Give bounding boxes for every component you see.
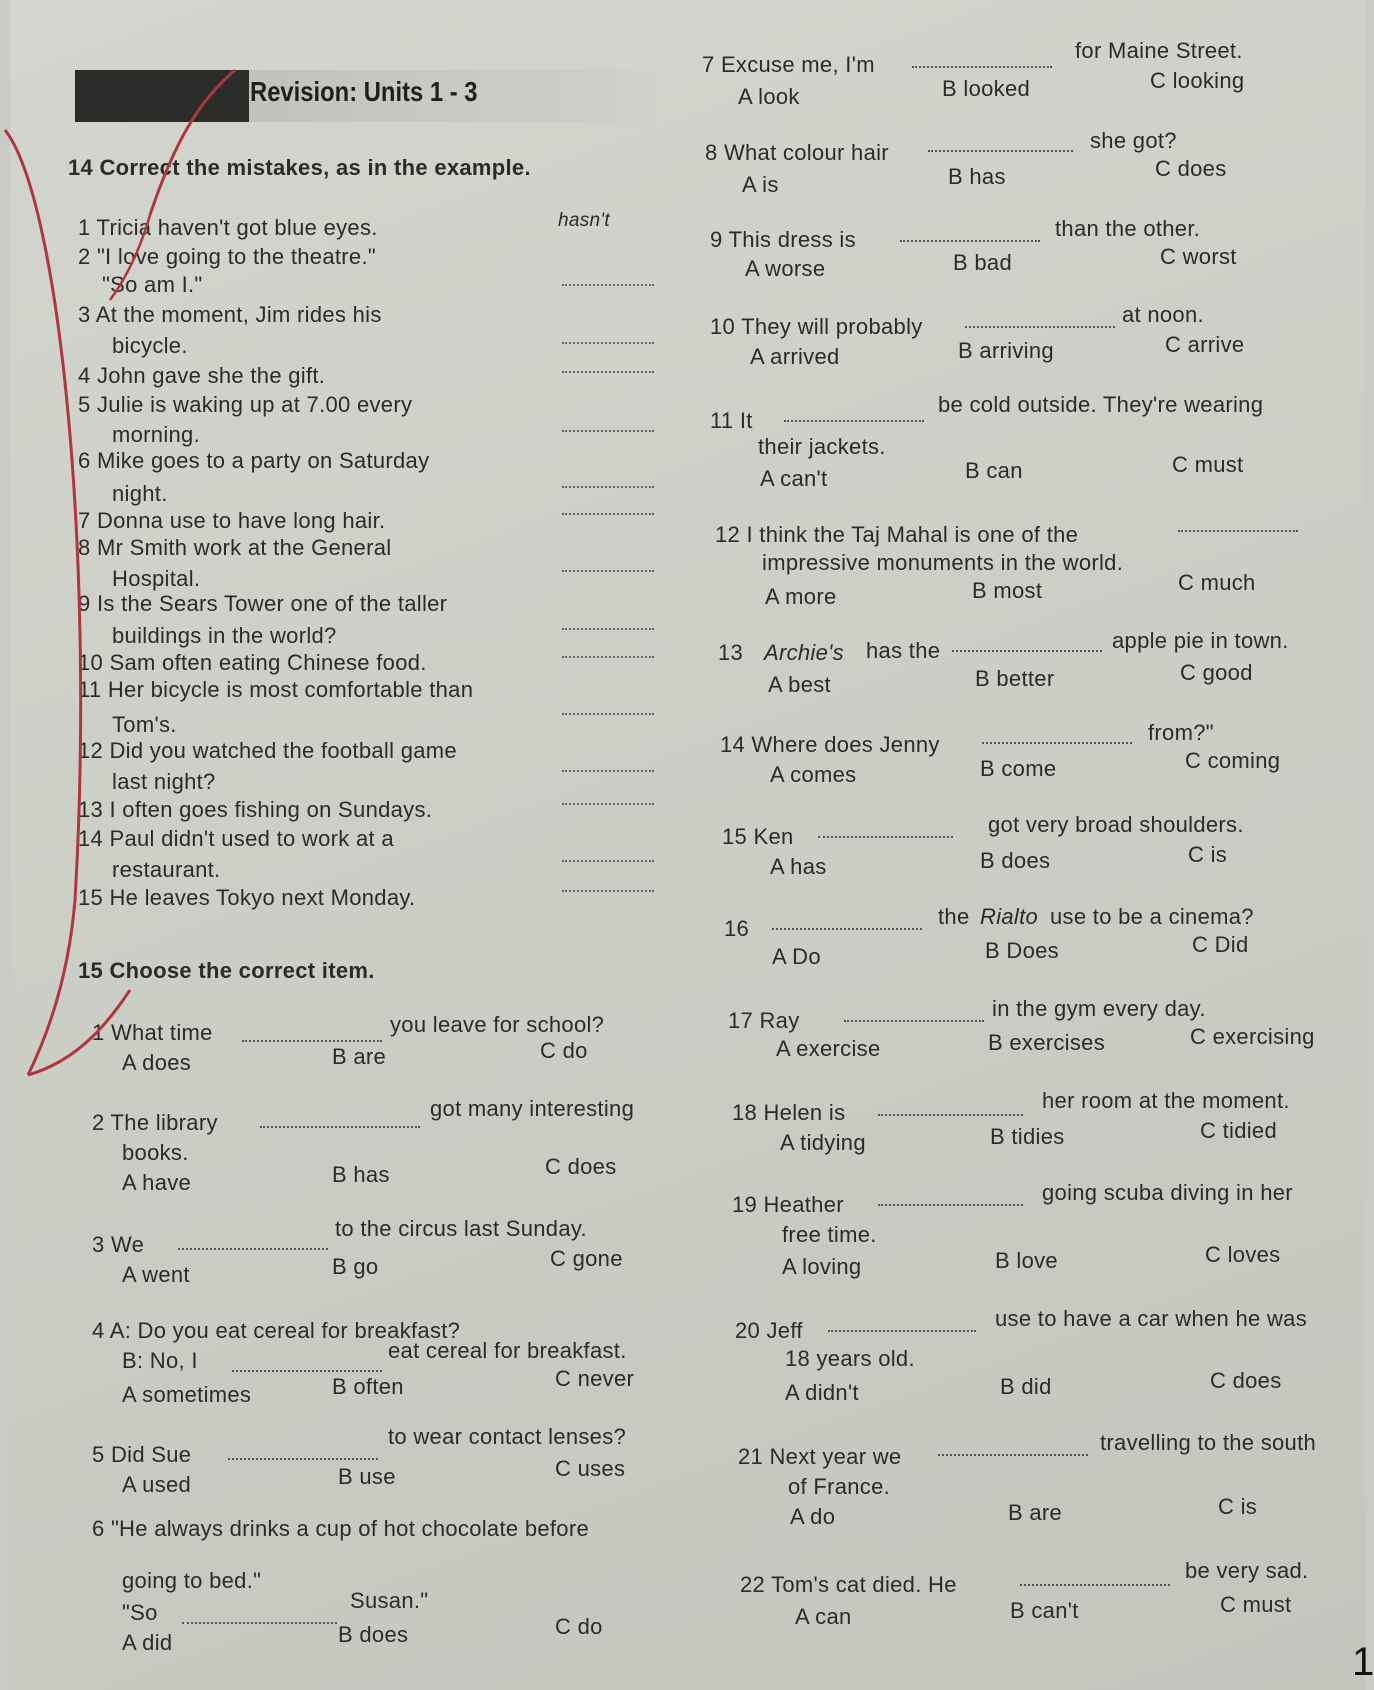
question-text: 5 Did Sue bbox=[92, 1442, 192, 1467]
answer-blank[interactable] bbox=[818, 822, 953, 838]
question-text: from?" bbox=[1148, 720, 1214, 745]
option-c[interactable]: C do bbox=[555, 1614, 603, 1639]
option-c[interactable]: C does bbox=[545, 1154, 617, 1179]
answer-blank[interactable] bbox=[965, 312, 1115, 328]
question-text: for Maine Street. bbox=[1075, 38, 1243, 63]
option-a[interactable]: A didn't bbox=[785, 1380, 859, 1405]
answer-blank[interactable] bbox=[1178, 516, 1298, 532]
option-a[interactable]: A Do bbox=[772, 944, 821, 969]
question-text: to wear contact lenses? bbox=[388, 1424, 627, 1449]
option-b[interactable]: B exercises bbox=[988, 1030, 1106, 1055]
option-a[interactable]: A do bbox=[790, 1504, 836, 1529]
ex14-line: 6 Mike goes to a party on Saturday bbox=[78, 448, 430, 473]
option-a[interactable]: A tidying bbox=[780, 1130, 866, 1155]
ex14-line: 7 Donna use to have long hair. bbox=[78, 508, 386, 533]
answer-blank[interactable] bbox=[562, 342, 654, 344]
question-text: of France. bbox=[788, 1474, 891, 1499]
question-text: 8 What colour hair bbox=[705, 140, 889, 165]
question-text: free time. bbox=[782, 1222, 877, 1247]
worksheet-page bbox=[10, 0, 1374, 1690]
option-a[interactable]: A loving bbox=[782, 1254, 862, 1279]
ex14-line: 10 Sam often eating Chinese food. bbox=[78, 650, 427, 675]
option-a[interactable]: A best bbox=[768, 672, 831, 697]
option-c[interactable]: C arrive bbox=[1165, 332, 1245, 357]
question-text: you leave for school? bbox=[390, 1012, 605, 1037]
answer-blank[interactable] bbox=[228, 1444, 378, 1460]
option-c[interactable]: C much bbox=[1178, 570, 1256, 595]
answer-blank[interactable] bbox=[260, 1112, 420, 1128]
option-c[interactable]: C gone bbox=[550, 1246, 623, 1271]
answer-blank[interactable] bbox=[562, 570, 654, 572]
question-text: 16 bbox=[724, 916, 750, 941]
ex14-line: 9 Is the Sears Tower one of the taller bbox=[78, 591, 448, 616]
question-text: in the gym every day. bbox=[992, 996, 1206, 1021]
question-text: use to be a cinema? bbox=[1050, 904, 1254, 929]
option-b[interactable]: B come bbox=[980, 756, 1057, 781]
ex14-line: Hospital. bbox=[112, 566, 201, 591]
option-a[interactable]: A sometimes bbox=[122, 1382, 252, 1407]
option-b[interactable]: B did bbox=[1000, 1374, 1052, 1399]
ex14-line: night. bbox=[112, 481, 168, 506]
question-text: got many interesting bbox=[430, 1096, 635, 1121]
question-text: 18 years old. bbox=[785, 1346, 915, 1371]
ex14-line: restaurant. bbox=[112, 857, 221, 882]
option-c[interactable]: C do bbox=[540, 1038, 588, 1063]
ex14-line: 1 Tricia haven't got blue eyes. bbox=[78, 215, 378, 240]
question-text: be very sad. bbox=[1185, 1558, 1309, 1583]
question-text: 18 Helen is bbox=[732, 1100, 846, 1125]
question-text: at noon. bbox=[1122, 302, 1204, 327]
question-text: 3 We bbox=[92, 1232, 145, 1257]
option-c[interactable]: C exercising bbox=[1190, 1024, 1315, 1049]
answer-blank[interactable] bbox=[562, 770, 654, 772]
option-c[interactable]: C does bbox=[1155, 156, 1227, 181]
option-b[interactable]: B has bbox=[948, 164, 1006, 189]
answer-blank[interactable] bbox=[878, 1100, 1023, 1116]
option-b[interactable]: B go bbox=[332, 1254, 379, 1279]
question-text: has the bbox=[866, 638, 941, 663]
option-b[interactable]: B often bbox=[332, 1374, 404, 1399]
question-text: 1 What time bbox=[92, 1020, 213, 1045]
answer-blank[interactable] bbox=[784, 406, 924, 422]
question-text: than the other. bbox=[1055, 216, 1201, 241]
question-text: "So bbox=[122, 1600, 158, 1625]
answer-blank[interactable] bbox=[232, 1356, 382, 1372]
answer-blank[interactable] bbox=[982, 728, 1132, 744]
answer-blank[interactable] bbox=[178, 1234, 328, 1250]
ex14-line: 13 I often goes fishing on Sundays. bbox=[78, 797, 433, 822]
answer-blank[interactable] bbox=[938, 1440, 1088, 1456]
answer-blank[interactable] bbox=[928, 136, 1073, 152]
option-b[interactable]: B better bbox=[975, 666, 1055, 691]
option-b[interactable]: B are bbox=[332, 1044, 387, 1069]
option-c[interactable]: C uses bbox=[555, 1456, 626, 1481]
option-a[interactable]: A has bbox=[770, 854, 827, 879]
answer-blank[interactable] bbox=[562, 513, 654, 515]
option-b[interactable]: B bad bbox=[953, 250, 1012, 275]
answer-blank[interactable] bbox=[562, 860, 654, 862]
question-text: the bbox=[938, 904, 970, 929]
option-a[interactable]: A worse bbox=[745, 256, 826, 281]
question-text: going to bed." bbox=[122, 1568, 262, 1593]
option-b[interactable]: B can bbox=[965, 458, 1023, 483]
option-b[interactable]: B most bbox=[972, 578, 1043, 603]
question-text: 11 It bbox=[710, 408, 753, 433]
page-title: Revision: Units 1 - 3 bbox=[250, 76, 478, 107]
option-c[interactable]: C must bbox=[1220, 1592, 1292, 1617]
answer-blank[interactable] bbox=[562, 803, 654, 805]
question-text: 17 Ray bbox=[728, 1008, 800, 1033]
question-text: eat cereal for breakfast. bbox=[388, 1338, 627, 1363]
ex14-line: 8 Mr Smith work at the General bbox=[78, 535, 392, 560]
question-text: 20 Jeff bbox=[735, 1318, 803, 1343]
option-a[interactable]: A have bbox=[122, 1170, 192, 1195]
option-b[interactable]: B use bbox=[338, 1464, 396, 1489]
ex14-line: 12 Did you watched the football game bbox=[78, 738, 457, 763]
question-text: 15 Ken bbox=[722, 824, 794, 849]
question-text: 6 "He always drinks a cup of hot chocolate before bbox=[92, 1516, 590, 1541]
page-number: 1 bbox=[1352, 1640, 1374, 1684]
answer-blank[interactable] bbox=[562, 284, 654, 286]
ex14-line: 2 "I love going to the theatre." bbox=[78, 244, 376, 269]
ex14-line: 14 Paul didn't used to work at a bbox=[78, 826, 394, 851]
question-text: apple pie in town. bbox=[1112, 628, 1289, 653]
option-c[interactable]: C is bbox=[1188, 842, 1228, 867]
question-text: travelling to the south bbox=[1100, 1430, 1317, 1455]
option-b[interactable]: B arriving bbox=[958, 338, 1054, 363]
option-c[interactable]: C loves bbox=[1205, 1242, 1281, 1267]
option-b[interactable]: B does bbox=[980, 848, 1051, 873]
option-a[interactable]: A exercise bbox=[776, 1036, 881, 1061]
option-c[interactable]: C looking bbox=[1150, 68, 1245, 93]
question-text: use to have a car when he was bbox=[995, 1306, 1307, 1331]
option-a[interactable]: A look bbox=[738, 84, 800, 109]
option-b[interactable]: B has bbox=[332, 1162, 390, 1187]
question-text: got very broad shoulders. bbox=[988, 812, 1244, 837]
option-b[interactable]: B Does bbox=[985, 938, 1059, 963]
option-c[interactable]: C worst bbox=[1160, 244, 1237, 269]
option-a[interactable]: A can't bbox=[760, 466, 828, 491]
option-c[interactable]: C Did bbox=[1192, 932, 1249, 957]
option-a[interactable]: A did bbox=[122, 1630, 173, 1655]
ex14-line: 4 John gave she the gift. bbox=[78, 363, 326, 388]
option-a[interactable]: A more bbox=[765, 584, 837, 609]
answer-blank[interactable] bbox=[844, 1006, 984, 1022]
question-text: be cold outside. They're wearing bbox=[938, 392, 1264, 417]
ex14-line: Tom's. bbox=[112, 712, 177, 737]
question-text: 13 bbox=[718, 640, 744, 665]
option-c[interactable]: C tidied bbox=[1200, 1118, 1277, 1143]
ex14-example-answer: hasn't bbox=[558, 210, 610, 231]
question-text: 22 Tom's cat died. He bbox=[740, 1572, 957, 1597]
question-text: B: No, I bbox=[122, 1348, 198, 1373]
question-text: her room at the moment. bbox=[1042, 1088, 1290, 1113]
option-b[interactable]: B looked bbox=[942, 76, 1031, 101]
option-c[interactable]: C coming bbox=[1185, 748, 1281, 773]
answer-blank[interactable] bbox=[562, 430, 654, 432]
answer-blank[interactable] bbox=[562, 656, 654, 658]
option-b[interactable]: B does bbox=[338, 1622, 409, 1647]
answer-blank[interactable] bbox=[242, 1026, 382, 1042]
answer-blank[interactable] bbox=[562, 628, 654, 630]
question-text: 2 The library bbox=[92, 1110, 218, 1135]
option-c[interactable]: C must bbox=[1172, 452, 1244, 477]
ex14-line: 15 He leaves Tokyo next Monday. bbox=[78, 885, 416, 910]
answer-blank[interactable] bbox=[772, 914, 922, 930]
question-text: Archie's bbox=[764, 640, 844, 665]
question-text: 7 Excuse me, I'm bbox=[702, 52, 875, 77]
option-a[interactable]: A does bbox=[122, 1050, 192, 1075]
answer-blank[interactable] bbox=[182, 1608, 337, 1624]
answer-blank[interactable] bbox=[828, 1316, 976, 1332]
question-text: 19 Heather bbox=[732, 1192, 844, 1217]
question-text: their jackets. bbox=[758, 434, 886, 459]
option-a[interactable]: A can bbox=[795, 1604, 852, 1629]
answer-blank[interactable] bbox=[878, 1190, 1023, 1206]
option-c[interactable]: C good bbox=[1180, 660, 1253, 685]
option-a[interactable]: A arrived bbox=[750, 344, 840, 369]
answer-blank[interactable] bbox=[952, 636, 1102, 652]
ex14-line: buildings in the world? bbox=[112, 623, 337, 648]
answer-blank[interactable] bbox=[562, 486, 654, 488]
answer-blank[interactable] bbox=[562, 890, 654, 892]
question-text: going scuba diving in her bbox=[1042, 1180, 1293, 1205]
option-c[interactable]: C is bbox=[1218, 1494, 1258, 1519]
question-text: 12 I think the Taj Mahal is one of the bbox=[715, 522, 1079, 547]
option-b[interactable]: B are bbox=[1008, 1500, 1063, 1525]
question-text: 9 This dress is bbox=[710, 227, 856, 252]
ex14-line: "So am I." bbox=[102, 272, 203, 297]
question-text: 14 Where does Jenny bbox=[720, 732, 940, 757]
ex14-line: 5 Julie is waking up at 7.00 every bbox=[78, 392, 413, 417]
exercise-15-heading: 15 Choose the correct item. bbox=[78, 958, 375, 983]
question-text: 21 Next year we bbox=[738, 1444, 902, 1469]
option-a[interactable]: A is bbox=[742, 172, 779, 197]
answer-blank[interactable] bbox=[912, 52, 1052, 68]
option-a[interactable]: A used bbox=[122, 1472, 192, 1497]
ex14-line: last night? bbox=[112, 769, 216, 794]
answer-blank[interactable] bbox=[900, 226, 1040, 242]
answer-blank[interactable] bbox=[562, 371, 654, 373]
ex14-line: bicycle. bbox=[112, 333, 188, 358]
question-text: Susan." bbox=[350, 1588, 429, 1613]
question-text: Rialto bbox=[980, 904, 1039, 929]
question-text: 4 A: Do you eat cereal for breakfast? bbox=[92, 1318, 461, 1343]
option-b[interactable]: B tidies bbox=[990, 1124, 1065, 1149]
question-text: 10 They will probably bbox=[710, 314, 923, 339]
exercise-14-heading: 14 Correct the mistakes, as in the example. bbox=[68, 155, 531, 180]
option-c[interactable]: C does bbox=[1210, 1368, 1282, 1393]
ex14-line: 3 At the moment, Jim rides his bbox=[78, 302, 382, 327]
answer-blank[interactable] bbox=[562, 713, 654, 715]
option-b[interactable]: B can't bbox=[1010, 1598, 1079, 1623]
answer-blank[interactable] bbox=[1020, 1570, 1170, 1586]
option-c[interactable]: C never bbox=[555, 1366, 635, 1391]
ex14-line: morning. bbox=[112, 422, 200, 447]
option-a[interactable]: A went bbox=[122, 1262, 190, 1287]
question-text: impressive monuments in the world. bbox=[762, 550, 1124, 575]
option-b[interactable]: B love bbox=[995, 1248, 1058, 1273]
question-text: books. bbox=[122, 1140, 189, 1165]
question-text: to the circus last Sunday. bbox=[335, 1216, 587, 1241]
option-a[interactable]: A comes bbox=[770, 762, 857, 787]
question-text: she got? bbox=[1090, 128, 1177, 153]
ex14-line: 11 Her bicycle is most comfortable than bbox=[78, 677, 474, 702]
